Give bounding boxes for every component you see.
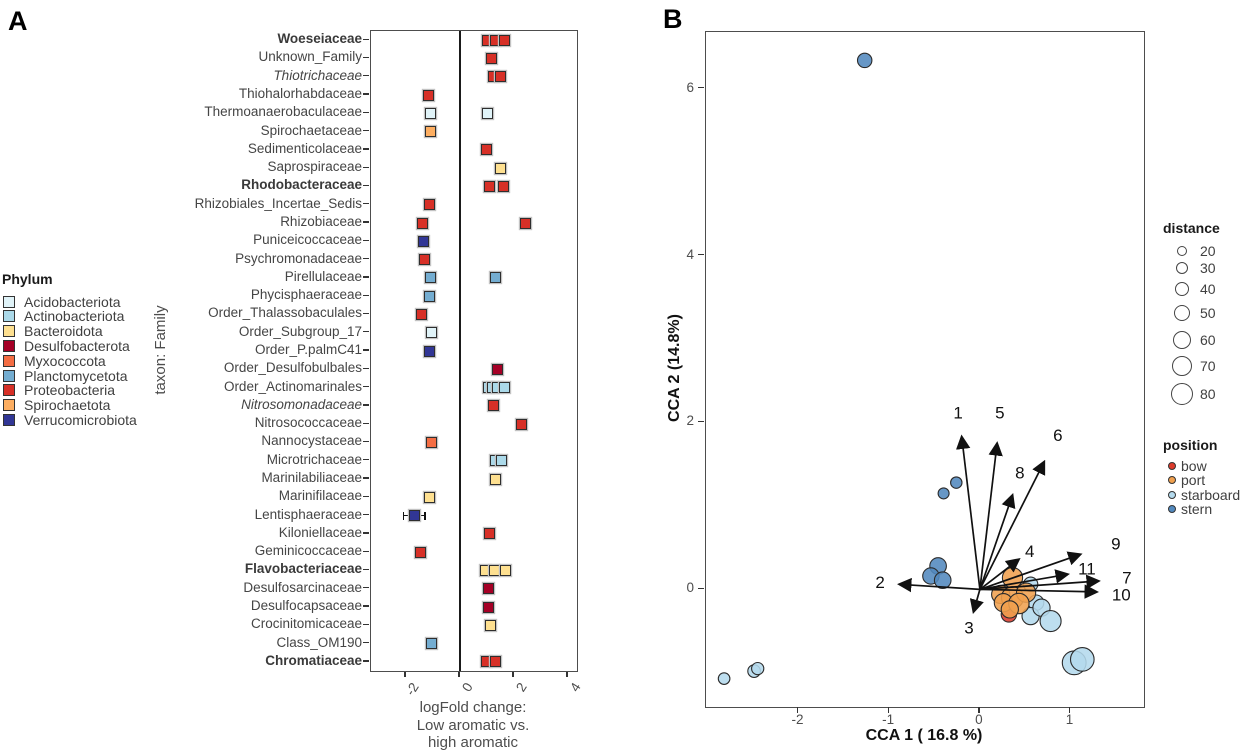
- position-legend-dot: [1168, 505, 1176, 513]
- y-tick-mark: [363, 148, 369, 149]
- x-tick-mark: [458, 672, 459, 677]
- y-tick-mark: [363, 112, 369, 113]
- phylum-legend-item: [3, 294, 121, 309]
- y-tick-mark: [363, 185, 369, 186]
- y-tick-mark: [363, 130, 369, 131]
- x-axis-title-line: Low aromatic vs.: [416, 716, 530, 734]
- data-point-square: [482, 108, 493, 119]
- y-tick-mark: [363, 75, 369, 76]
- data-point-square: [424, 291, 435, 302]
- data-point-square: [416, 309, 427, 320]
- position-legend-dot: [1168, 491, 1176, 499]
- distance-legend-circle: [1175, 282, 1189, 296]
- sample-point-stern: [858, 53, 872, 67]
- family-label: Psychromonadaceae: [235, 250, 362, 266]
- x-tick-mark: [512, 672, 513, 677]
- phylum-legend-item: [3, 324, 103, 339]
- data-point-square: [417, 218, 428, 229]
- y-tick-mark: [363, 532, 369, 533]
- distance-legend-circle: [1171, 383, 1193, 405]
- data-point-square: [483, 602, 494, 613]
- phylum-legend-label: Myxococcota: [24, 352, 106, 369]
- arrow-label-2: 2: [875, 572, 885, 592]
- family-label: Phycisphaeraceae: [250, 287, 362, 303]
- distance-legend-circle: [1172, 356, 1192, 376]
- distance-legend-circle: [1177, 246, 1188, 257]
- phylum-color-swatch: [3, 384, 15, 396]
- y-tick-mark: [363, 642, 369, 643]
- y-tick-mark: [363, 569, 369, 570]
- data-point-square: [488, 400, 499, 411]
- phylum-legend-item: [3, 353, 106, 368]
- data-point-square: [425, 126, 436, 137]
- arrow-label-3: 3: [964, 618, 974, 638]
- distance-legend-value: 20: [1200, 243, 1216, 259]
- family-label: Order_Desulfobulbales: [223, 360, 362, 376]
- panel-b-y-axis-title: CCA 2 (14.8%): [666, 314, 683, 422]
- family-label: Thiohalorhabdaceae: [238, 86, 362, 101]
- data-point-square: [516, 419, 527, 430]
- x-axis-title-line: logFold change:: [419, 699, 527, 716]
- phylum-color-swatch: [3, 340, 15, 352]
- family-label: Desulfocapsaceae: [250, 598, 362, 613]
- y-tick-mark: [698, 588, 704, 589]
- phylum-legend-title: Phylum: [2, 271, 53, 287]
- y-tick-mark: [363, 441, 369, 442]
- data-point-square: [520, 218, 531, 229]
- x-tick-label: 2: [513, 680, 530, 695]
- distance-legend-value: 50: [1200, 305, 1216, 321]
- y-tick-mark: [363, 551, 369, 552]
- distance-legend-value: 60: [1200, 332, 1216, 348]
- family-label: Unknown_Family: [258, 49, 362, 65]
- phylum-legend-label: Spirochaetota: [24, 397, 111, 414]
- family-label: Nitrosomonadaceae: [241, 396, 362, 412]
- data-point-square: [426, 638, 437, 649]
- data-point-square: [481, 144, 492, 155]
- family-label: Rhizobiaceae: [280, 214, 362, 229]
- data-point-square: [424, 492, 435, 503]
- arrow-label-9: 9: [1111, 534, 1121, 554]
- family-label: Rhodobacteraceae: [241, 177, 362, 193]
- data-point-square: [425, 108, 436, 119]
- y-tick-mark: [363, 258, 369, 259]
- y-tick-mark: [363, 57, 369, 58]
- arrow-label-11: 11: [1078, 559, 1096, 579]
- phylum-legend-item: [3, 398, 110, 413]
- family-label: Marinifilaceae: [278, 488, 362, 504]
- y-tick-mark: [363, 221, 369, 222]
- sample-point-stern: [938, 488, 949, 499]
- arrow-label-10: 10: [1111, 585, 1131, 605]
- phylum-color-swatch: [3, 370, 15, 382]
- phylum-color-swatch: [3, 399, 15, 411]
- y-tick-mark: [363, 240, 369, 241]
- position-legend-label: stern: [1181, 501, 1213, 518]
- data-point-square: [496, 455, 507, 466]
- y-tick-mark: [363, 203, 369, 204]
- data-point-square: [499, 382, 510, 393]
- phylum-legend-label: Actinobacteriota: [24, 308, 125, 325]
- family-label: Order_Subgroup_17: [238, 323, 362, 339]
- family-label: Microtrichaceae: [266, 451, 362, 467]
- phylum-color-swatch: [3, 296, 15, 308]
- x-tick-mark: [566, 672, 567, 677]
- family-label: Marinilabiliaceae: [261, 470, 362, 485]
- arrow-label-5: 5: [995, 403, 1005, 423]
- sample-point-port: [1001, 601, 1018, 618]
- y-tick-label: 0: [686, 580, 694, 596]
- data-point-square: [489, 565, 500, 576]
- x-tick-label: -1: [882, 712, 895, 727]
- position-legend-dot: [1168, 462, 1176, 470]
- family-label: Thiotrichaceae: [273, 67, 362, 83]
- y-tick-mark: [363, 295, 369, 296]
- family-label: Nannocystaceae: [261, 433, 362, 449]
- data-point-square: [500, 565, 511, 576]
- data-point-square: [418, 236, 429, 247]
- y-tick-mark: [363, 496, 369, 497]
- family-label: Order_Thalassobaculales: [208, 305, 362, 321]
- y-tick-mark: [363, 368, 369, 369]
- phylum-legend-label: Desulfobacterota: [24, 337, 130, 354]
- x-tick-mark: [404, 672, 405, 677]
- y-tick-mark: [363, 167, 369, 168]
- y-tick-mark: [363, 624, 369, 625]
- phylum-legend-item: [3, 338, 130, 353]
- env-arrow-1: [962, 437, 980, 590]
- arrow-label-6: 6: [1053, 426, 1063, 445]
- position-legend-label: port: [1181, 472, 1206, 489]
- data-point-square: [490, 656, 501, 667]
- x-axis-title-line: high aromatic: [427, 734, 519, 751]
- data-point-square: [426, 327, 437, 338]
- family-label: Crocinitomicaceae: [250, 616, 362, 632]
- phylum-legend-item: [3, 412, 137, 427]
- sample-point-starboard: [752, 663, 764, 675]
- error-bar-cap: [424, 512, 426, 520]
- y-tick-mark: [363, 605, 369, 606]
- y-tick-mark: [363, 477, 369, 478]
- ordination-plot: [706, 32, 1144, 707]
- y-tick-mark: [363, 331, 369, 332]
- data-point-square: [495, 71, 506, 82]
- env-arrow-7: [980, 581, 1099, 589]
- data-point-square: [498, 181, 509, 192]
- x-tick-label: 1: [1065, 712, 1074, 727]
- phylum-legend-label: Planctomycetota: [24, 367, 128, 384]
- y-tick-mark: [363, 313, 369, 314]
- data-point-square: [424, 199, 435, 210]
- data-point-square: [499, 35, 510, 46]
- position-legend-label: starboard: [1181, 486, 1241, 503]
- y-tick-mark: [363, 514, 369, 515]
- y-tick-mark: [363, 276, 369, 277]
- family-label: Order_Actinomarinales: [223, 378, 362, 394]
- data-point-square: [424, 346, 435, 357]
- sample-point-starboard: [1071, 648, 1095, 672]
- data-point-square: [490, 474, 501, 485]
- arrow-label-8: 8: [1015, 463, 1025, 483]
- y-tick-mark: [698, 87, 704, 88]
- data-point-square: [486, 53, 497, 64]
- y-tick-label: 4: [686, 246, 694, 262]
- family-label: Flavobacteriaceae: [244, 561, 362, 577]
- phylum-legend-label: Acidobacteriota: [24, 293, 121, 310]
- y-tick-mark: [363, 93, 369, 94]
- x-tick-label: 4: [567, 680, 584, 695]
- distance-legend-title: distance: [1163, 220, 1220, 236]
- arrow-label-7: 7: [1122, 568, 1132, 588]
- data-point-square: [484, 181, 495, 192]
- family-label: Thermoanaerobaculaceae: [204, 104, 362, 120]
- panel-a-x-axis-title: [373, 699, 573, 752]
- family-label: Nitrosococcaceae: [254, 415, 362, 431]
- x-tick-label: 0: [459, 680, 476, 695]
- distance-legend-value: 30: [1200, 260, 1216, 276]
- phylum-legend-label: Verrucomicrobiota: [24, 411, 137, 428]
- y-tick-mark: [363, 587, 369, 588]
- phylum-legend-label: Proteobacteria: [24, 382, 116, 399]
- phylum-color-swatch: [3, 325, 15, 337]
- distance-legend-circle: [1173, 331, 1191, 349]
- position-legend-title: position: [1163, 437, 1218, 453]
- panel-a-plot-area: [370, 30, 578, 672]
- sample-point-starboard: [1040, 611, 1061, 632]
- x-tick-label: 0: [975, 712, 983, 727]
- y-tick-mark: [698, 254, 704, 255]
- env-arrow-3: [974, 589, 980, 612]
- distance-legend-value: 70: [1200, 358, 1216, 374]
- data-point-square: [492, 364, 503, 375]
- y-tick-mark: [363, 349, 369, 350]
- zero-reference-line: [459, 31, 461, 671]
- family-label: Lentisphaeraceae: [254, 506, 362, 522]
- y-tick-label: 6: [686, 79, 694, 95]
- distance-legend-circle: [1174, 305, 1190, 321]
- phylum-legend-item: [3, 368, 128, 383]
- y-tick-mark: [363, 459, 369, 460]
- family-label: Spirochaetaceae: [260, 122, 362, 138]
- family-label: Geminicoccaceae: [254, 543, 362, 559]
- panel-b-plot-area: [705, 31, 1145, 708]
- arrow-label-1: 1: [953, 403, 963, 423]
- family-label: Woeseiaceae: [277, 31, 362, 47]
- distance-legend-circle: [1176, 262, 1189, 275]
- data-point-square: [415, 547, 426, 558]
- data-point-square: [423, 90, 434, 101]
- phylum-color-swatch: [3, 310, 15, 322]
- distance-legend-value: 80: [1200, 386, 1216, 402]
- phylum-legend-item: [3, 309, 124, 324]
- sample-point-starboard: [718, 673, 730, 685]
- data-point-square: [426, 437, 437, 448]
- arrow-label-4: 4: [1024, 542, 1035, 561]
- data-point-square: [425, 272, 436, 283]
- position-legend-dot: [1168, 476, 1176, 484]
- data-point-square: [490, 272, 501, 283]
- family-label: Sedimenticolaceae: [247, 140, 362, 156]
- panel-a-label: A: [8, 6, 28, 36]
- data-point-square: [485, 620, 496, 631]
- family-label: Kiloniellaceae: [278, 524, 362, 540]
- y-tick-mark: [363, 660, 369, 661]
- panel-a-y-axis-title: taxon: Family: [152, 305, 169, 395]
- x-tick-label: -2: [791, 712, 804, 727]
- data-point-square: [495, 163, 506, 174]
- y-tick-label: 2: [686, 413, 694, 429]
- data-point-square: [484, 528, 495, 539]
- y-tick-mark: [698, 421, 704, 422]
- family-label: Desulfosarcinaceae: [243, 579, 362, 595]
- env-arrow-5: [980, 443, 997, 589]
- panel-b-x-axis-title: CCA 1 ( 16.8 %): [865, 727, 983, 744]
- panel-b-label: B: [663, 4, 683, 34]
- family-label: Puniceicoccaceae: [253, 232, 362, 248]
- phylum-legend-item: [3, 383, 115, 398]
- y-tick-mark: [363, 423, 369, 424]
- data-point-square: [409, 510, 420, 521]
- family-label: Chromatiaceae: [265, 652, 362, 668]
- y-tick-mark: [363, 386, 369, 387]
- phylum-color-swatch: [3, 355, 15, 367]
- position-legend-label: bow: [1181, 458, 1207, 474]
- distance-legend-value: 40: [1200, 281, 1216, 297]
- y-tick-mark: [363, 39, 369, 40]
- error-bar-cap: [403, 512, 405, 520]
- x-tick-label: -2: [402, 680, 422, 699]
- family-label: Rhizobiales_Incertae_Sedis: [194, 195, 362, 211]
- family-label: Class_OM190: [276, 634, 362, 650]
- sample-point-stern: [951, 477, 962, 488]
- phylum-color-swatch: [3, 414, 15, 426]
- phylum-legend-label: Bacteroidota: [24, 323, 103, 340]
- family-label: Pirellulaceae: [284, 268, 362, 284]
- family-label: Order_P.palmC41: [254, 342, 362, 357]
- y-tick-mark: [363, 404, 369, 405]
- data-point-square: [419, 254, 430, 265]
- family-label: Saprospiraceae: [267, 159, 362, 175]
- data-point-square: [483, 583, 494, 594]
